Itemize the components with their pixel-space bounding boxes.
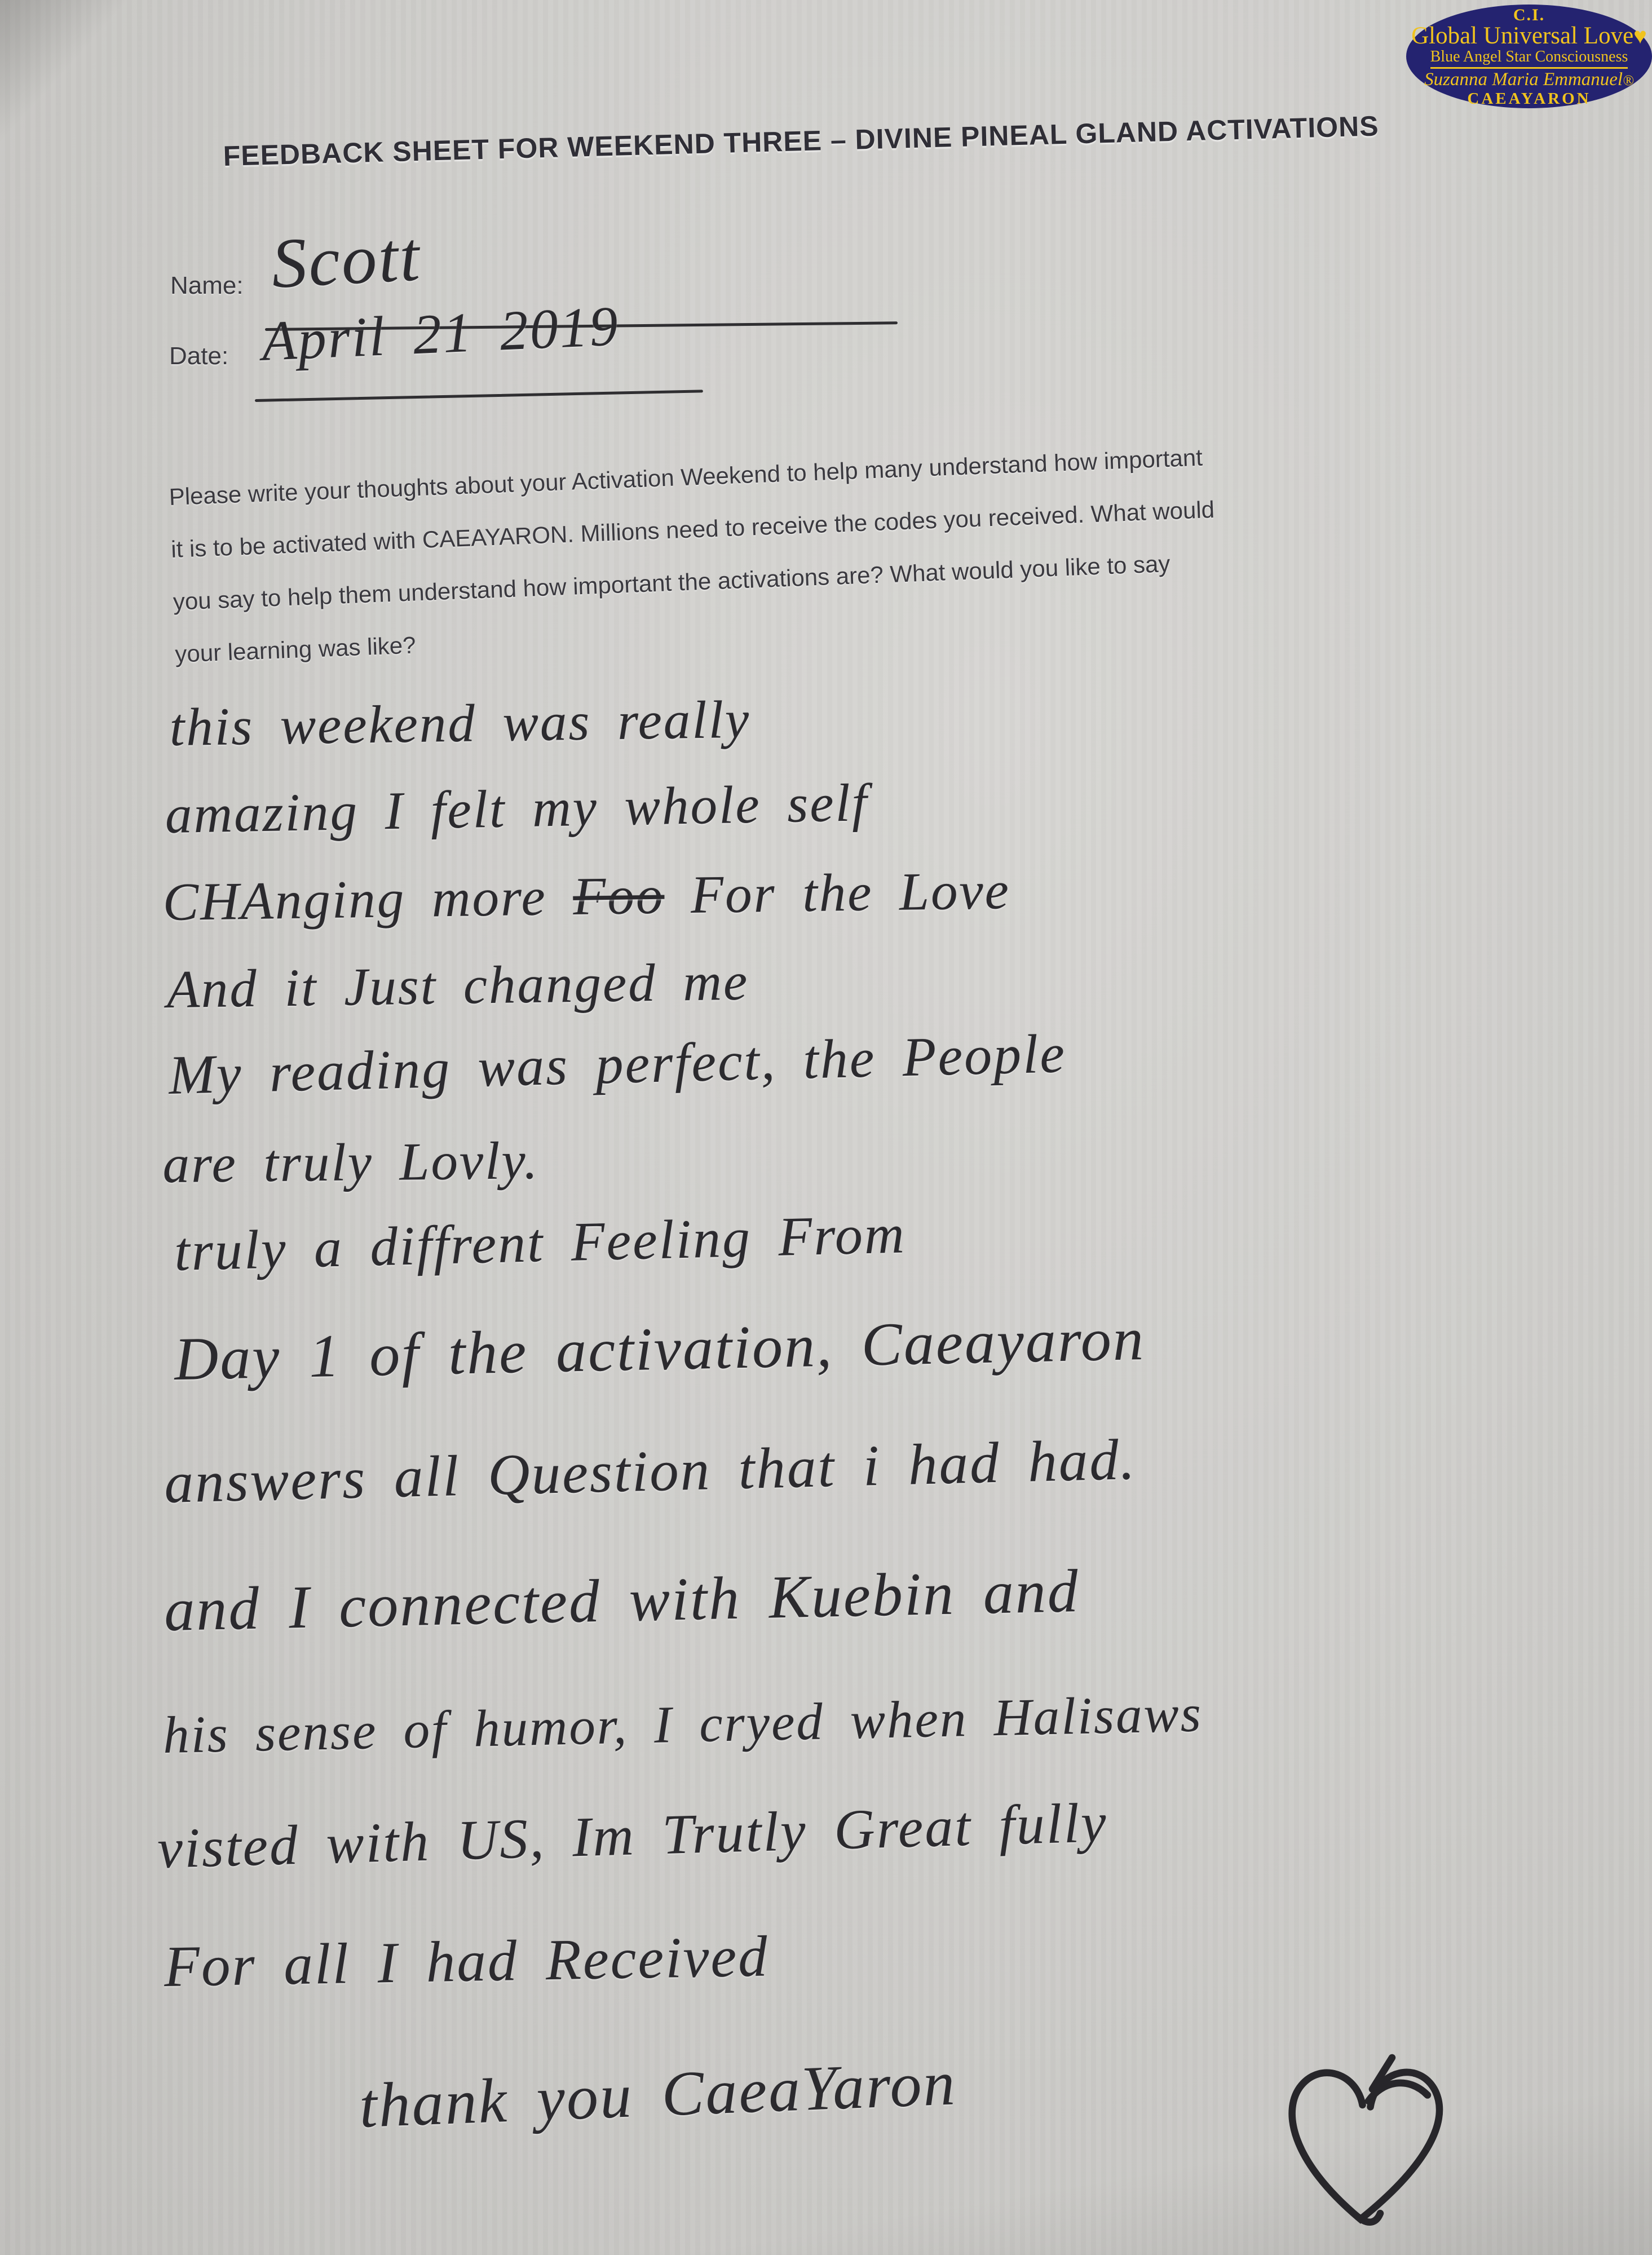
registered-mark-icon: ®: [1623, 72, 1634, 89]
name-value: Scott: [270, 218, 423, 303]
response-line-6: are truly Lovly.: [162, 1130, 540, 1194]
logo-suzanna-maria-emmanuel: Suzanna Maria Emmanuel: [1424, 69, 1623, 90]
response-line-2: amazing I felt my whole self: [165, 772, 869, 844]
date-value: April 21 2019: [260, 294, 621, 373]
response-line-13: For all I had Received: [164, 1924, 770, 1999]
date-label: Date:: [169, 342, 229, 370]
logo-ci-text: C.I.: [1513, 5, 1545, 24]
logo-badge: [1406, 5, 1652, 108]
logo-global-universal-love: Global Universal Love: [1411, 23, 1634, 50]
instruction-line: your learning was like?: [174, 631, 417, 667]
page-title: FEEDBACK SHEET FOR WEEKEND THREE – DIVINE PINEAL GLAND ACTIVATIONS: [223, 110, 1380, 172]
response-line-4: And it Just changed me: [166, 951, 749, 1019]
instructions: [168, 418, 1539, 680]
name-label: Name:: [170, 272, 244, 299]
response-line-1: this weekend was really: [169, 689, 751, 757]
instruction-line: you say to help them understand how important the activations are? What would you like to say: [173, 550, 1171, 615]
heart-doodle-icon: [1270, 2042, 1467, 2245]
logo-blue-angel-star: Blue Angel Star Consciousness: [1430, 49, 1628, 69]
response-line-11: his sense of humor, I cryed when Halisaws: [162, 1684, 1203, 1765]
response-line-7: truly a diffrent Feeling From: [174, 1204, 907, 1283]
heart-icon: ♥: [1633, 23, 1647, 49]
crossed-out-word: Foo: [572, 865, 665, 926]
response-line-12: visted with US, Im Trutly Great fully: [157, 1790, 1109, 1880]
date-underline: [255, 390, 703, 402]
response-line-9: answers all Question that i had had.: [164, 1427, 1137, 1515]
signature-line: thank you CaeaYaron: [358, 2048, 958, 2141]
response-line-3: CHAnging more Foo For the Love: [162, 860, 1011, 932]
instruction-line: Please write your thoughts about your Activation Weekend to help many understand how important: [168, 444, 1203, 510]
logo-caeayaron: CAEAYARON: [1467, 89, 1591, 108]
response-line-10: and I connected with Kuebin and: [164, 1557, 1080, 1644]
instruction-line: it is to be activated with CAEAYARON. Millions need to receive the codes you received. What would: [170, 496, 1215, 563]
response-line-5: My reading was perfect, the People: [168, 1023, 1067, 1106]
response-line-8: Day 1 of the activation, Caeayaron: [174, 1305, 1146, 1393]
